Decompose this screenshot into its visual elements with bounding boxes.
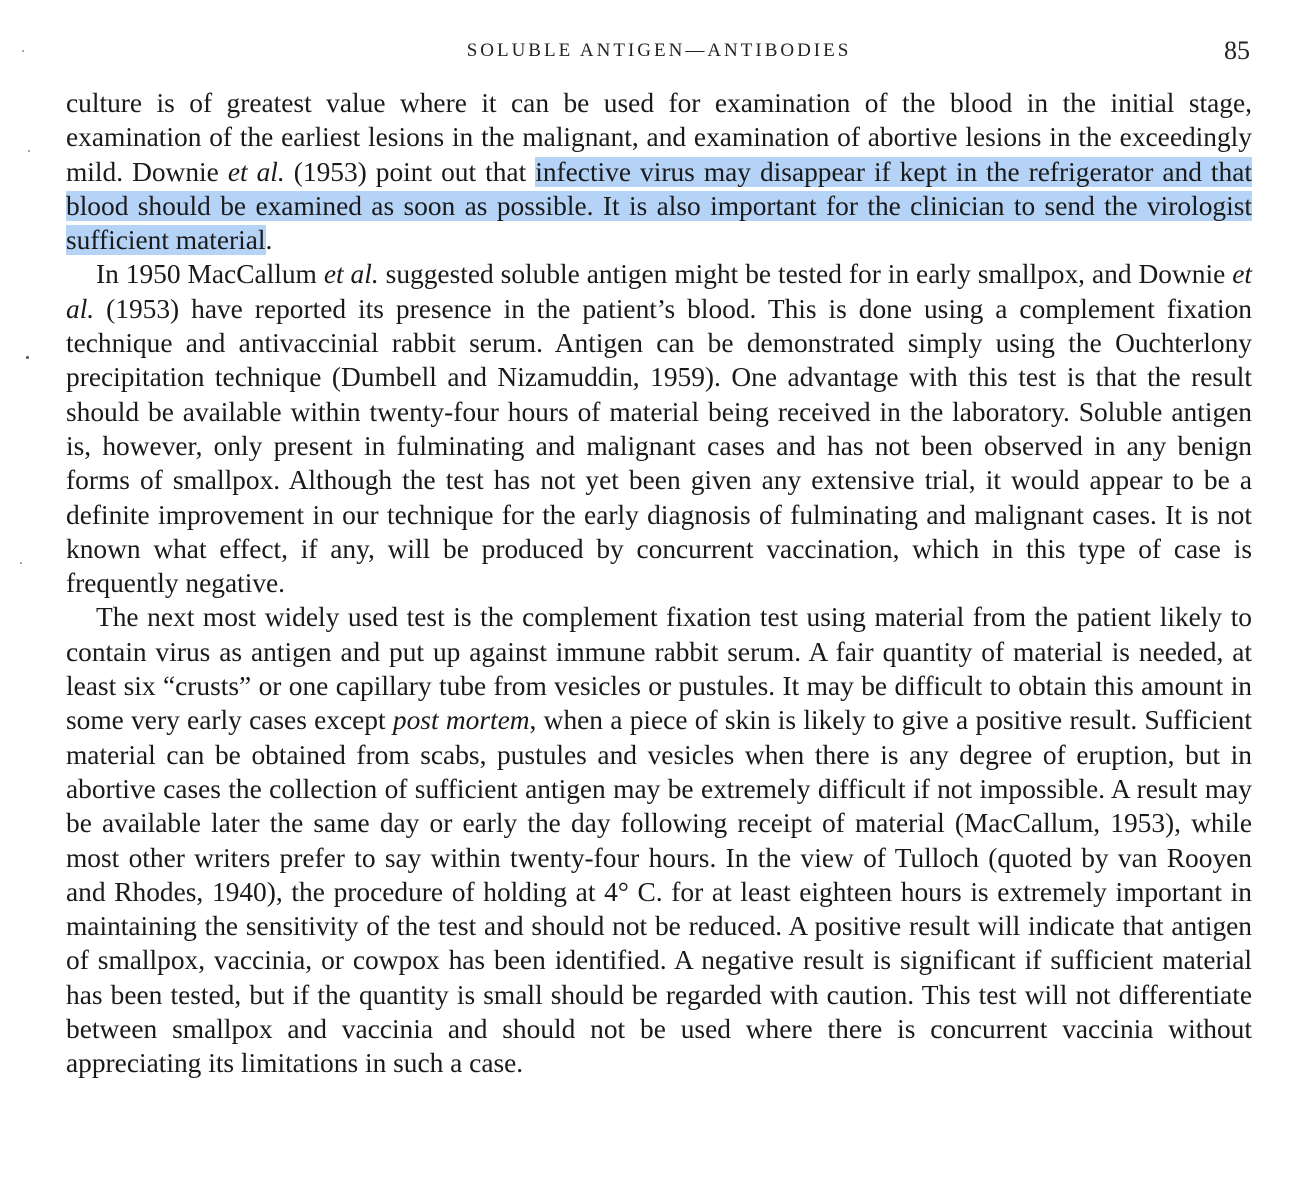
paragraph-1-end: . [265, 225, 273, 256]
margin-speck [28, 150, 30, 152]
paragraph-1[interactable] [66, 86, 1252, 257]
margin-speck [20, 562, 22, 564]
paragraph-2-text-a: In 1950 MacCallum [96, 259, 324, 290]
highlighted-selection[interactable]: infective virus may disappear if kept in the refrigerator and that blood should be examined as soon as possible. It is also important for the clinician to send the virologist sufficient material [66, 156, 1252, 256]
paragraph-2[interactable] [66, 257, 1252, 600]
paragraph-1-text-b: (1953) point out that [284, 156, 536, 187]
margin-speck [26, 356, 29, 359]
paragraph-2-etal-1: et al. [323, 259, 379, 290]
paragraph-2-text-c: (1953) have reported its presence in the patient’s blood. This is done using a complement fixation technique and antivaccinial rabbit serum. Antigen can be demonstrated simply using the Ouchterlony precipitation technique (Dumbell and Nizamuddin, 1959). One advantage with this test is that the result should be available within twenty-four hours of material being received in the laboratory. Soluble antigen is, however, only present in fulminating and malignant cases and has not been observed in any benign forms of smallpox. Although the test has not yet been given any extensive trial, it would appear to be a definite improvement in our technique for the early diagnosis of fulminating and malignant cases. It is not known what effect, if any, will be produced by concurrent vaccination, which in this type of case is frequently negative. [66, 293, 1252, 599]
paragraph-2-etal-2: et al. [66, 259, 1252, 324]
margin-speck [22, 50, 24, 52]
page-number: 85 [1224, 36, 1250, 65]
paragraph-2-text-b: suggested soluble antigen might be tested for in early smallpox, and Downie [378, 259, 1233, 290]
paragraph-1-etal: et al. [227, 156, 285, 187]
running-head: SOLUBLE ANTIGEN—ANTIBODIES [466, 40, 852, 61]
body-text [66, 86, 1252, 1081]
paragraph-3-text-a: The next most widely used test is the complement fixation test using material from the patient likely to contain virus as antigen and put up against immune rabbit serum. A fair quantity of material is needed, at least six “crusts” or one capillary tube from vesicles or pustules. It may be difficult to obtain this amount in some very early cases except [66, 602, 1252, 736]
paragraph-3[interactable] [66, 600, 1252, 1080]
paragraph-3-text-b: , when a piece of skin is likely to give a positive result. Sufficient material can be obtained from scabs, pustules and vesicles when there is any degree of eruption, but in abortive cases the collection of sufficient antigen may be extremely difficult if not impossible. A result may be available later the same day or early the day following receipt of material (MacCallum, 1953), while most other writers prefer to say within twenty-four hours. In the view of Tulloch (quoted by van Rooyen and Rhodes, 1940), the procedure of holding at 4° C. for at least eighteen hours is extremely important in maintaining the sensitivity of the test and should not be reduced. A positive result will indicate that antigen of smallpox, vaccinia, or cowpox has been identified. A negative result is significant if sufficient material has been tested, but if the quantity is small should be regarded with caution. This test will not differentiate between smallpox and vaccinia and should not be used where there is concurrent vaccinia without appreciating its limitations in such a case. [66, 705, 1252, 1079]
paragraph-1-text-a: culture is of greatest value where it can be used for examination of the blood in the initial stage, examination of the earliest lesions in the malignant, and examination of abortive lesions in the exceedingly mild. Downie [66, 88, 1252, 187]
paragraph-3-italic-post-mortem: post mortem [392, 705, 530, 736]
page-header [66, 36, 1252, 66]
